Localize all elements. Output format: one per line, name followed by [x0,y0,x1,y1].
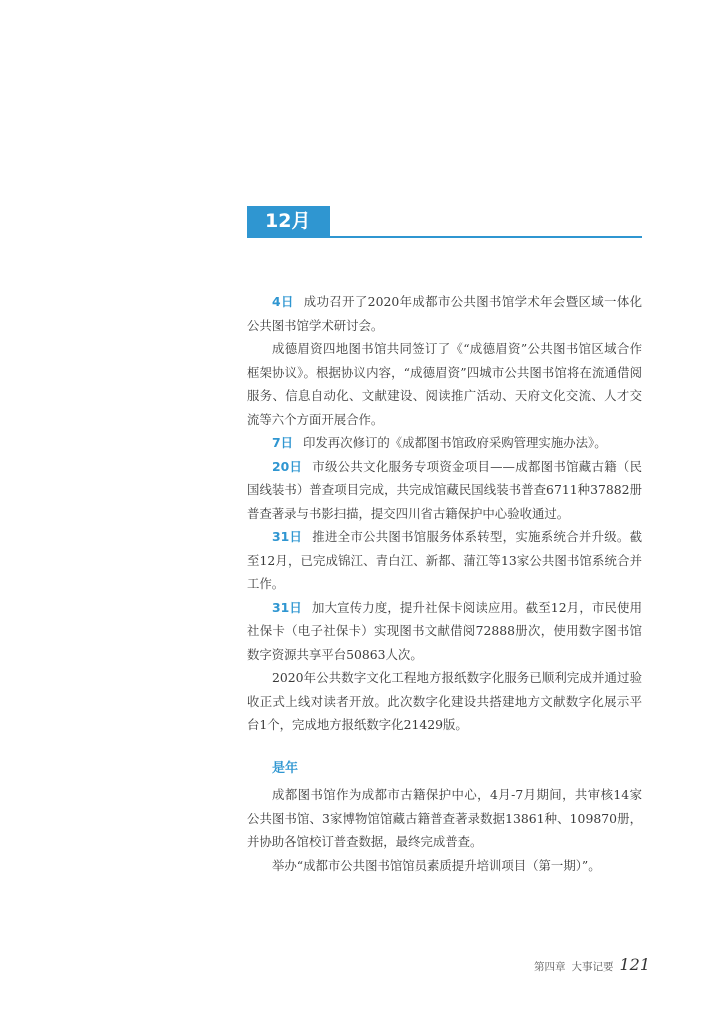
entry-paragraph [247,455,642,526]
footer-section: 大事记要 [571,961,614,973]
entry-text: 成功召开了2020年成都市公共图书馆学术年会暨区域一体化公共图书馆学术研讨会。 [247,294,642,333]
page-footer [534,955,650,974]
year-paragraph: 成都图书馆作为成都市古籍保护中心，4月-7月期间，共审核14家公共图书馆、3家博物馆馆藏古籍普查著录数据13861种、109870册，并协助各馆校订普查数据，最终完成普查。 [247,787,642,849]
entry-paragraph [247,290,642,337]
entry-date: 31日 [272,599,302,615]
entry-date: 20日 [272,458,303,474]
entry-date: 7日 [272,435,294,450]
entry-paragraph [247,596,642,667]
entry-paragraph [247,337,642,431]
page-number: 121 [619,955,650,974]
entry-paragraph [247,431,642,455]
content-body [247,290,642,877]
year-section-title: 是年 [272,760,299,776]
entry-paragraph [247,525,642,596]
entry-paragraph [247,666,642,737]
month-header [247,206,642,238]
entry-text: 推进全市公共图书馆服务体系转型，实施系统合并升级。截至12月，已完成锦江、青白江、新都、蒲江等13家公共图书馆系统合并工作。 [247,529,643,591]
month-title: 12月 [247,206,330,236]
entry-text: 市级公共文化服务专项资金项目——成都图书馆藏古籍（民国线装书）普查项目完成，共完成馆藏民国线装书普查6711种37882册普查著录与书影扫描，提交四川省古籍保护中心验收通过。 [247,458,642,521]
entry-text: 成德眉资四地图书馆共同签订了《“成德眉资”公共图书馆区域合作框架协议》。根据协议内容，“成德眉资”四城市公共图书馆将在流通借阅服务、信息自动化、文献建设、阅读推广活动、天府文化交流、人才交流等六个方面开展合作。 [247,341,642,427]
footer-chapter: 第四章 [533,961,566,973]
year-paragraph: 举办“成都市公共图书馆馆员素质提升培训项目（第一期）”。 [272,857,601,873]
entry-text: 加大宣传力度，提升社保卡阅读应用。截至12月，市民使用社保卡（电子社保卡）实现图书文献借阅72888册次，使用数字图书馆数字资源共享平台50863人次。 [247,599,642,662]
entry-date: 31日 [272,529,303,544]
entry-date: 4日 [272,294,294,309]
entry-text: 2020年公共数字文化工程地方报纸数字化服务已顺利完成并通过验收正式上线对读者开放。此次数字化建设共搭建地方文献数字化展示平台1个，完成地方报纸数字化21429版。 [247,670,642,732]
entry-text: 印发再次修订的《成都图书馆政府采购管理实施办法》。 [303,435,607,450]
